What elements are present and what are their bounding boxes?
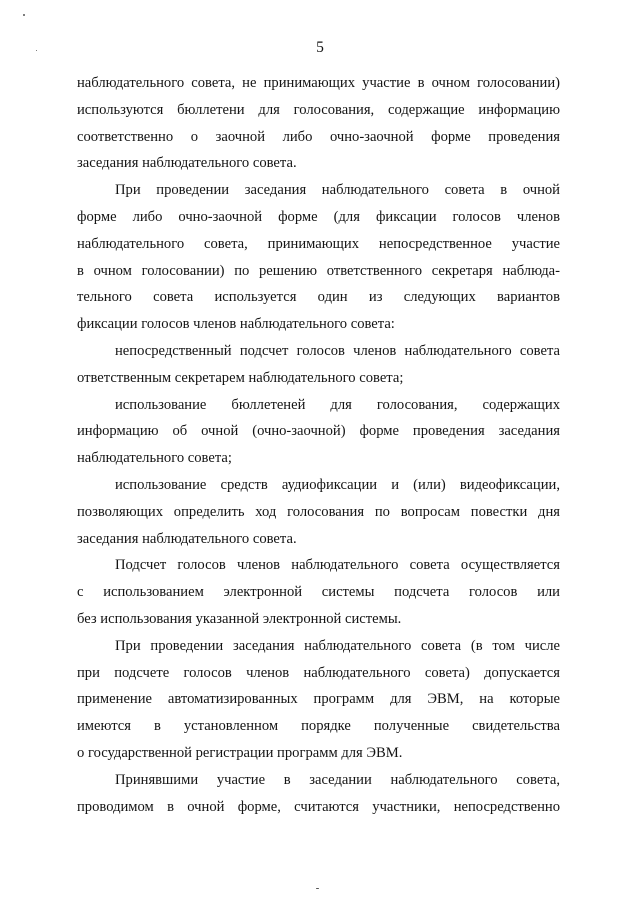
text-line: тельного совета используется один из следующих вариантов: [77, 289, 560, 306]
text-line: заседания наблюдательного совета.: [77, 155, 297, 172]
paragraph: [77, 70, 560, 177]
scan-speck: [23, 14, 25, 16]
text-line: использование бюллетеней для голосования, содержащих: [115, 396, 560, 413]
text-line: применение автоматизированных программ для ЭВМ, на которые: [77, 691, 560, 708]
scan-speck: [316, 888, 319, 889]
text-line: Подсчет голосов членов наблюдательного совета осуществляется: [115, 557, 560, 574]
paragraph: [77, 633, 560, 767]
text-line: информацию об очной (очно-заочной) форме проведения заседания: [77, 423, 560, 440]
paragraph: [77, 392, 560, 472]
page-number: 5: [316, 39, 324, 56]
text-line: соответственно о заочной либо очно-заочной форме проведения: [77, 128, 560, 145]
text-line: наблюдательного совета, не принимающих участие в очном голосовании): [77, 75, 560, 91]
text-line: с использованием электронной системы подсчета голосов или: [77, 584, 560, 601]
text-line: в очном голосовании) по решению ответственного секретаря наблюда-: [77, 262, 560, 279]
text-line: заседания наблюдательного совета.: [77, 530, 297, 547]
paragraph: [77, 552, 560, 632]
paragraph: [77, 472, 560, 552]
text-line: Принявшими участие в заседании наблюдательного совета,: [115, 771, 560, 788]
text-line: при подсчете голосов членов наблюдательного совета) допускается: [77, 664, 560, 681]
text-line: ответственным секретарем наблюдательного совета;: [77, 369, 404, 386]
text-line: о государственной регистрации программ для ЭВМ.: [77, 744, 403, 761]
text-line: проводимом в очной форме, считаются участники, непосредственно: [77, 798, 560, 815]
text-line: наблюдательного совета;: [77, 450, 232, 467]
text-line: фиксации голосов членов наблюдательного совета:: [77, 316, 395, 333]
paragraph: [77, 338, 560, 392]
body-text: [77, 70, 560, 820]
paragraph: [77, 767, 560, 821]
text-line: При проведении заседания наблюдательного совета (в том числе: [115, 637, 560, 654]
text-line: При проведении заседания наблюдательного совета в очной: [115, 182, 560, 199]
text-line: форме либо очно-заочной форме (для фиксации голосов членов: [77, 208, 560, 225]
text-line: имеются в установленном порядке полученные свидетельства: [77, 718, 560, 735]
text-line: непосредственный подсчет голосов членов наблюдательного совета: [115, 342, 560, 359]
text-line: использование средств аудиофиксации и (или) видеофиксации,: [115, 476, 560, 493]
text-line: без использования указанной электронной системы.: [77, 610, 402, 627]
text-line: используются бюллетени для голосования, содержащие информацию: [77, 101, 560, 118]
text-line: позволяющих определить ход голосования по вопросам повестки дня: [77, 503, 560, 520]
paragraph: [77, 177, 560, 338]
text-line: наблюдательного совета, принимающих непосредственное участие: [77, 235, 560, 252]
